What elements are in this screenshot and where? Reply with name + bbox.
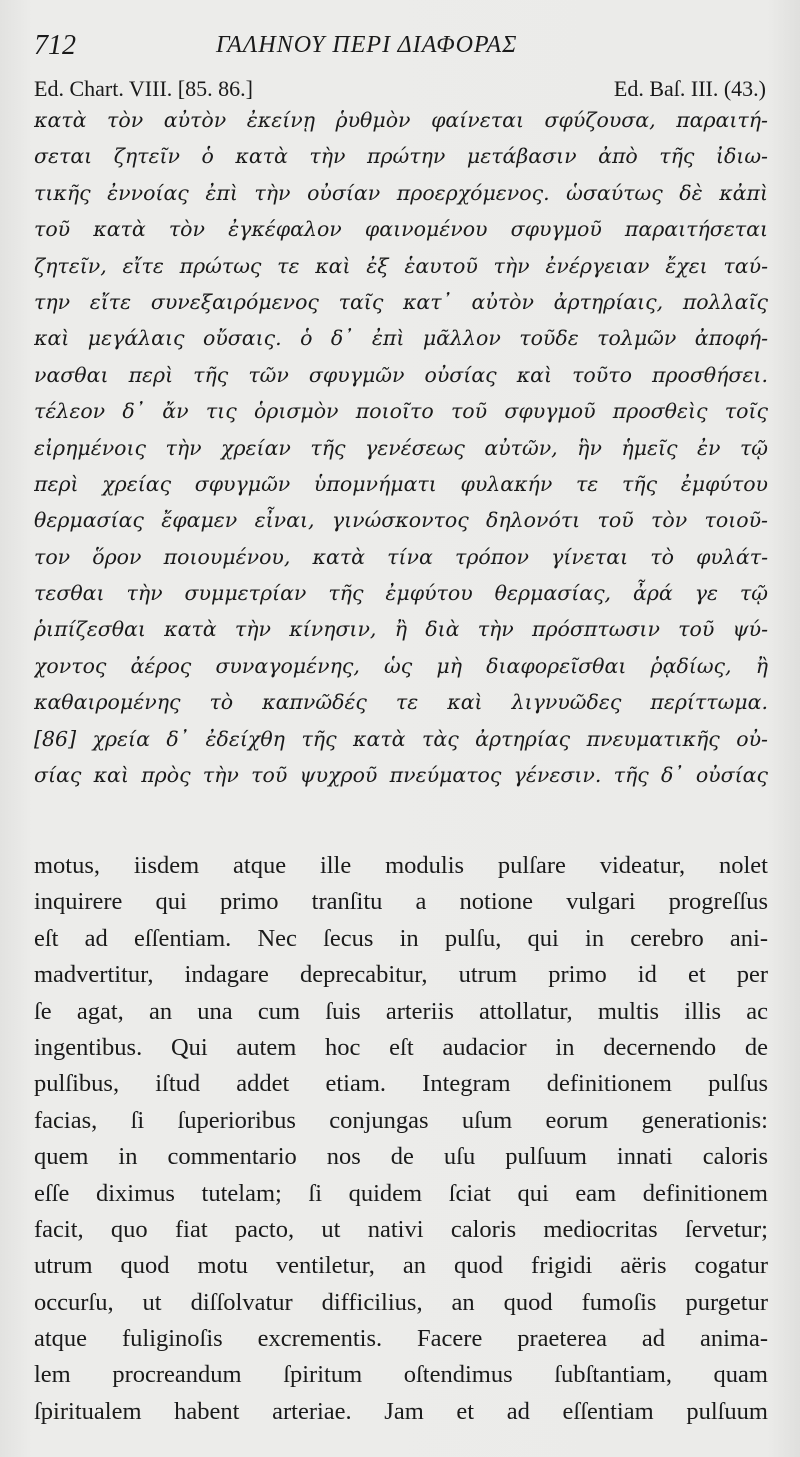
greek-line: σεται ζητεῖν ὁ κατὰ τὴν πρώτην μετάβασιν ἀπὸ τῆς ἰδιω- (34, 144, 768, 169)
edition-chartier-reference: Ed. Chart. VIII. [85. 86.] (34, 76, 253, 101)
page-header (34, 30, 766, 64)
latin-line: quem in commentario nos de uſu pulſuum innati caloris (34, 1143, 768, 1171)
greek-line: τον ὅρον ποιουμένου, κατὰ τίνα τρόπον γίνεται τὸ φυλάτ- (34, 544, 768, 569)
greek-line: τέλεον δ᾽ ἄν τις ὁρισμὸν ποιοῖτο τοῦ σφυγμοῦ προσθεὶς τοῖς (34, 399, 768, 424)
greek-line: κατὰ τὸν αὐτὸν ἐκείνῃ ῥυθμὸν φαίνεται σφύζουσα, παραιτή- (34, 108, 768, 132)
greek-line: ζητεῖν, εἴτε πρώτως τε καὶ ἐξ ἑαυτοῦ τὴν ἐνέργειαν ἔχει ταύ- (34, 253, 768, 278)
latin-line: utrum quod motu ventiletur, an quod frigidi aëris cogatur (34, 1252, 768, 1280)
greek-line: καθαιρομένης τὸ καπνῶδές τε καὶ λιγνυῶδες περίττωμα. (34, 690, 768, 715)
greek-line: σίας καὶ πρὸς τὴν τοῦ ψυχροῦ πνεύματος γένεσιν. τῆς δ᾽ οὐσίας (34, 763, 768, 788)
latin-line: inquirere qui primo tranſitu a notione vulgari progreſſus (34, 888, 768, 916)
latin-line: ſpiritualem habent arteriae. Jam et ad eſſentiam pulſuum (34, 1397, 768, 1425)
latin-text-block (34, 848, 768, 1430)
latin-line: facit, quo fiat pacto, ut nativi caloris mediocritas ſervetur; (34, 1215, 768, 1243)
greek-line: ῥιπίζεσθαι κατὰ τὴν κίνησιν, ἢ διὰ τὴν πρόσπτωσιν τοῦ ψύ- (34, 617, 768, 642)
latin-line: occurſu, ut diſſolvatur difficilius, an quod fumoſis purgetur (34, 1288, 768, 1316)
latin-line: lem procreandum ſpiritum oſtendimus ſubſtantiam, quam (34, 1361, 768, 1389)
column-gap (34, 808, 766, 848)
greek-line: τοῦ κατὰ τὸν ἐγκέφαλον φαινομένου σφυγμοῦ παραιτήσεται (34, 217, 768, 242)
latin-line: ingentibus. Qui autem hoc eſt audacior in decernendo de (34, 1033, 768, 1061)
greek-text-block (34, 102, 768, 793)
greek-line: τικῆς ἐννοίας ἐπὶ τὴν οὐσίαν προερχόμενος. ὡσαύτως δὲ κἀπὶ (34, 180, 768, 205)
greek-line: [86] χρεία δ᾽ ἐδείχθη τῆς κατὰ τὰς ἀρτηρίας πνευματικῆς οὐ- (34, 726, 768, 751)
edition-basel-reference: Ed. Baſ. III. (43.) (613, 76, 766, 101)
running-title: ΓΑΛΗΝΟΥ ΠΕΡΙ ΔΙΑΦΟΡΑΣ (216, 32, 518, 58)
greek-line: τεσθαι τὴν συμμετρίαν τῆς ἐμφύτου θερμασίας, ἆρά γε τῷ (34, 581, 768, 606)
greek-line: την εἴτε συνεξαιρόμενος ταῖς κατ᾽ αὐτὸν ἀρτηρίαις, πολλαῖς (34, 289, 768, 314)
greek-line: νασθαι περὶ τῆς τῶν σφυγμῶν οὐσίας καὶ τοῦτο προσθήσει. (34, 362, 768, 387)
latin-line: facias, ſi ſuperioribus conjungas uſum eorum generationis: (34, 1106, 768, 1134)
page-number: 712 (34, 30, 76, 61)
greek-line: χοντος ἀέρος συναγομένης, ὡς μὴ διαφορεῖσθαι ῥᾳδίως, ἢ (34, 653, 768, 678)
greek-line: θερμασίας ἔφαμεν εἶναι, γινώσκοντος δηλονότι τοῦ τὸν τοιοῦ- (34, 508, 768, 533)
latin-line: eſſe diximus tutelam; ſi quidem ſciat qui eam definitionem (34, 1179, 768, 1207)
latin-line: atque fuliginoſis excrementis. Facere praeterea ad anima- (34, 1325, 768, 1353)
latin-line: motus, iisdem atque ille modulis pulſare videatur, nolet (34, 852, 768, 879)
latin-line: pulſibus, iſtud addet etiam. Integram definitionem pulſus (34, 1070, 768, 1098)
greek-line: εἰρημένοις τὴν χρείαν τῆς γενέσεως αὐτῶν, ἣν ἡμεῖς ἐν τῷ (34, 435, 768, 460)
latin-line: madvertitur, indagare deprecabitur, utrum primo id et per (34, 961, 768, 989)
greek-line: καὶ μεγάλαις οὔσαις. ὁ δ᾽ ἐπὶ μᾶλλον τοῦδε τολμῶν ἀποφή- (34, 326, 768, 351)
greek-line: περὶ χρείας σφυγμῶν ὑπομνήματι φυλακήν τε τῆς ἐμφύτου (34, 471, 768, 496)
latin-line: ſe agat, an una cum ſuis arteriis attollatur, multis illis ac (34, 997, 768, 1025)
latin-line: eſt ad eſſentiam. Nec ſecus in pulſu, qui in cerebro ani- (34, 924, 768, 952)
